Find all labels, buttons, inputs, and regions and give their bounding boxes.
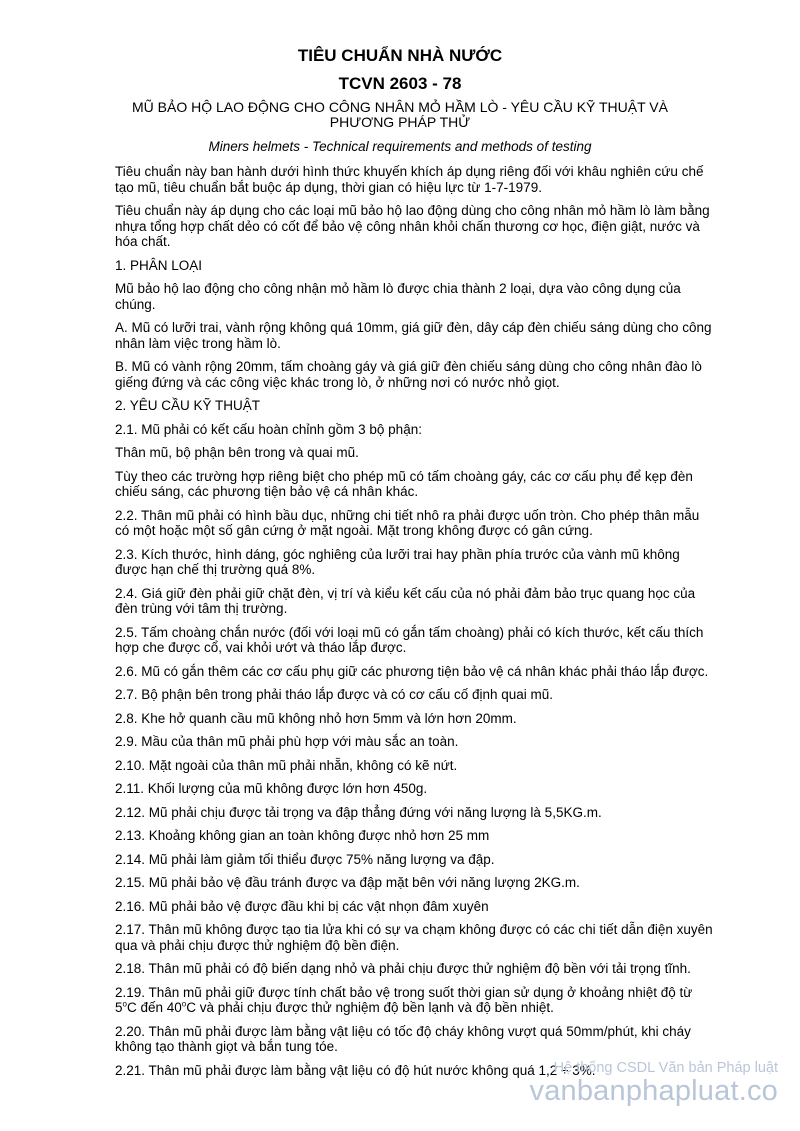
paragraph: 2.1. Mũ phải có kết cấu hoàn chỉnh gồm 3 bộ phận: [115,421,422,437]
paragraph: 2.9. Mầu của thân mũ phải phù hợp với màu sắc an toàn. [115,734,459,749]
paragraph: 2.11. Khối lượng của mũ không được lớn hơn 450g. [115,781,428,796]
paragraph: 2.14. Mũ phải làm giảm tối thiểu được 75% năng lượng va đập. [115,851,495,867]
paragraph: 2.3. Kích thước, hình dáng, góc nghiêng của lưỡi trai hay phần phía trước của vành mũ không được hạn chế thị trường quá 8%. [115,546,680,577]
paragraph: 2.15. Mũ phải bảo vệ đầu tránh được va đập mặt bên với năng lượng 2KG.m. [115,875,580,890]
watermark-line2: vanbanphapluat.co [529,1075,778,1107]
paragraph: Tiêu chuẩn này áp dụng cho các loại mũ bảo hộ lao động dùng cho công nhân mỏ hầm lò làm bằng nhựa tổng hợp chất dẻo có cốt để bảo vệ công nhân khỏi chấn thương cơ học, điện giật, nước và hóa chất. [115,203,710,249]
paragraph: Mũ bảo hộ lao động cho công nhận mỏ hầm lò được chia thành 2 loại, dựa vào công dụng của chúng. [115,281,681,312]
paragraph: 2.13. Khoảng không gian an toàn không được nhỏ hơn 25 mm [115,828,490,843]
p219-part-a: 2.19. Thân mũ phải giữ được tính chất bảo vệ trong suốt thời gian sử dụng ở khoảng nhiệt độ từ 5 [115,984,693,1015]
paragraph: 2.2. Thân mũ phải có hình bầu dục, những chi tiết nhô ra phải được uốn tròn. Cho phép thân mẫu có một hoặc một số gân cứng ở mặt ngoài. Mặt trong không được có gân cứng. [115,507,700,538]
section-heading: 2. YÊU CẦU KỸ THUẬT [115,398,261,413]
paragraph: A. Mũ có lưỡi trai, vành rộng không quá 10mm, giá giữ đèn, dây cáp đèn chiếu sáng dùng cho công nhân làm việc trong hầm lò. [115,320,712,351]
paragraph: Thân mũ, bộ phận bên trong và quai mũ. [115,445,359,460]
document-subtitle: MŨ BẢO HỘ LAO ĐỘNG CHO CÔNG NHÂN MỎ HẦM LÒ - YÊU CẦU KỸ THUẬT VÀ PHƯƠNG PHÁP THỬ [132,99,668,130]
paragraph: 2.6. Mũ có gắn thêm các cơ cấu phụ giữ các phương tiện bảo vệ cá nhân khác phải tháo lắp được. [115,663,709,679]
paragraph: 2.10. Mặt ngoài của thân mũ phải nhẵn, không có kẽ nứt. [115,757,458,773]
paragraph: 2.8. Khe hở quanh cầu mũ không nhỏ hơn 5mm và lớn hơn 20mm. [115,710,517,726]
paragraph: 2.7. Bộ phận bên trong phải tháo lắp được và có cơ cấu cố định quai mũ. [115,687,554,702]
paragraph: 2.18. Thân mũ phải có độ biến dạng nhỏ và phải chịu được thử nghiệm độ bền với tải trọng tĩnh. [115,961,691,976]
paragraph: 2.12. Mũ phải chịu được tải trọng va đập thẳng đứng với năng lượng là 5,5KG.m. [115,804,602,820]
watermark-line1: Hệ thống CSDL Văn bản Pháp luật [553,1060,778,1076]
paragraph: 2.17. Thân mũ không được tạo tia lửa khi có sự va chạm không được có các chi tiết dẫn điện xuyên qua và phải chịu được thử nghiệm độ bền điện. [115,922,713,953]
paragraph: Tiêu chuẩn này ban hành dưới hình thức khuyến khích áp dụng riêng đối với khâu nghiên cứu chế tạo mũ, tiêu chuẩn bắt buộc áp dụng, thời gian có hiệu lực từ 1-7-1979. [115,164,704,195]
paragraph: B. Mũ có vành rộng 20mm, tấm choàng gáy và giá giữ đèn chiếu sáng dùng cho công nhân đào lò giếng đứng và các công việc khác trong lò, ở những nơi có nước nhỏ giọt. [115,359,702,390]
document-code: TCVN 2603 - 78 [338,74,462,93]
paragraph: 2.5. Tấm choàng chắn nước (đối với loại mũ có gắn tấm choàng) phải có kích thước, kết cấu thích hợp che được cổ, vai khỏi ướt và tháo lắp được. [115,624,704,655]
paragraph: 2.20. Thân mũ phải được làm bằng vật liệu có tốc độ cháy không vượt quá 50mm/phút, khi cháy không tạo thành giọt và bắn tung tóe. [115,1023,691,1054]
p219-part-b: C đến 40 [126,1000,182,1015]
section-heading: 1. PHÂN LOẠI [115,257,203,273]
paragraph: 2.16. Mũ phải bảo vệ được đầu khi bị các vật nhọn đâm xuyên [115,898,489,914]
paragraph: 2.4. Giá giữ đèn phải giữ chặt đèn, vị trí và kiểu kết cấu của nó phải đảm bảo trục quang học của đèn trùng với tâm thị trường. [115,585,696,616]
paragraph: 2.21. Thân mũ phải được làm bằng vật liệu có độ hút nước không quá 1,2 ÷ 3%. [115,1062,596,1078]
document-title: TIÊU CHUẨN NHÀ NƯỚC [297,46,503,65]
p219-part-c: C và phải chịu được thử nghiệm độ bền lạnh và độ bền nhiệt. [186,1000,554,1015]
paragraph-2-19 [115,985,715,1016]
document-body [115,164,715,1086]
paragraph: Tùy theo các trường hợp riêng biệt cho phép mũ có tấm choàng gáy, các cơ cấu phụ để kẹp đèn chiếu sáng, các phương tiện bảo vệ cá nhân khác. [115,468,693,499]
english-title: Miners helmets - Technical requirements and methods of testing [208,139,592,154]
degree-mark: o [122,999,127,1009]
degree-mark: o [181,999,187,1009]
